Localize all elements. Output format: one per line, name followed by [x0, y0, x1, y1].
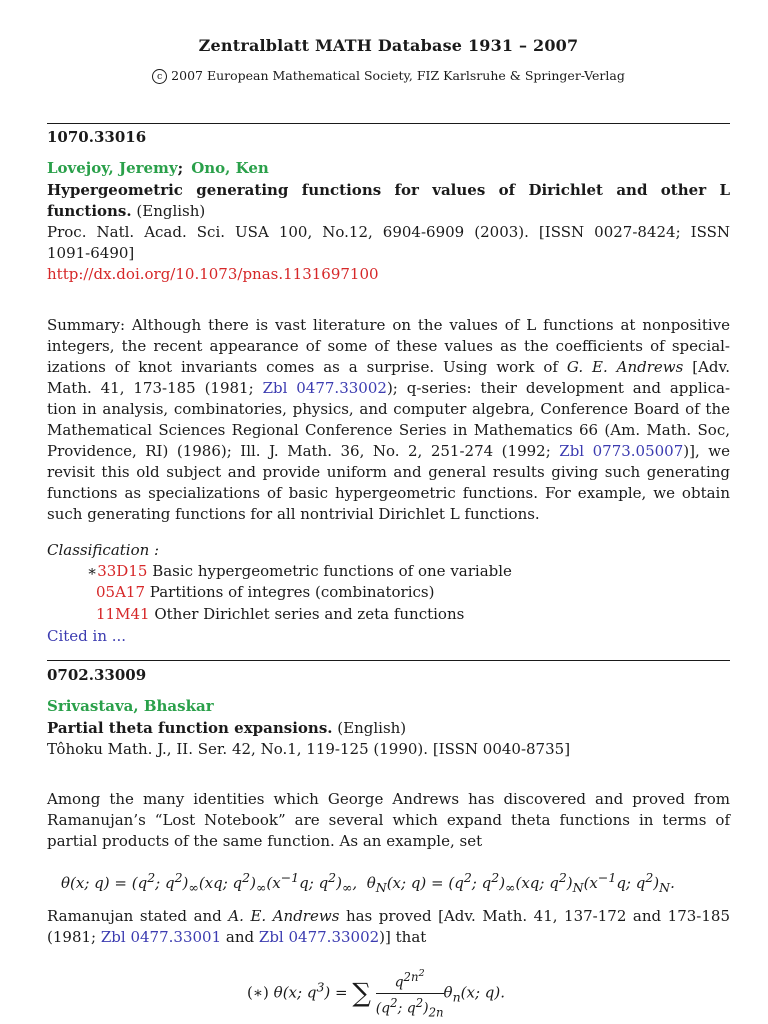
summary-text: Providence, RI) (1986); Ill. J. Math. 36, No. 2, 251-274 (1992;	[47, 442, 551, 460]
zbl-link[interactable]: Zbl 0773.05007	[559, 442, 684, 460]
summary-text: izations of knot invariants comes as a surprise. Using work of	[47, 358, 558, 376]
summary-line: Summary: Although there is vast literature on the values of L functions at nonpositive	[47, 316, 730, 334]
entry-language: (English)	[136, 202, 206, 220]
identity-formula: (∗) θ(x; $q^3$) = ∑ $\frac{q^{2n^2}}{(q^2; q^2)_{2n}}$ $\theta_n(x$; q).	[247, 968, 505, 1019]
entry-title-block	[47, 718, 730, 760]
entry-source: 1091-6490]	[47, 244, 135, 262]
summary-text: )], we	[683, 442, 730, 460]
classification-row	[96, 605, 464, 623]
summary-line: integers, the recent appearance of some of these values as the coefficients of special-	[47, 337, 730, 355]
summary-text: [Adv.	[692, 358, 730, 376]
zbl-link[interactable]: Zbl 0477.33001	[100, 928, 222, 946]
body-line	[47, 906, 730, 927]
author-separator: ;	[177, 159, 184, 177]
entry-title-line: Hypergeometric generating functions for values of Dirichlet and other L	[47, 181, 730, 199]
body-text: has proved [Adv. Math. 41, 137-172 and 173-185	[345, 907, 730, 925]
author-link[interactable]: Srivastava, Bhaskar	[47, 697, 214, 715]
doi-link[interactable]: http://dx.doi.org/10.1073/pnas.1131697100	[47, 265, 379, 283]
body-line	[47, 927, 730, 948]
msc-code-link[interactable]: 11M41	[96, 605, 150, 623]
author-link[interactable]: Ono, Ken	[191, 159, 269, 177]
summary-text: ); q-series: their development and applica-	[386, 379, 731, 397]
classification-label: Classification :	[47, 541, 160, 559]
entry-title-block	[47, 180, 730, 285]
zbl-link[interactable]: Zbl 0477.33002	[262, 379, 387, 397]
msc-code-link[interactable]: 05A17	[96, 583, 146, 601]
body-text: and	[225, 928, 255, 946]
cited-in-link[interactable]: Cited in ...	[47, 627, 127, 645]
entry-summary	[47, 315, 730, 525]
entry-number: 0702.33009	[47, 666, 147, 684]
entry-source: Proc. Natl. Acad. Sci. USA 100, No.12, 6904-6909 (2003). [ISSN 0027-8424; ISSN	[47, 223, 730, 241]
classification-row	[96, 583, 434, 601]
entry-source: Tôhoku Math. J., II. Ser. 42, No.1, 119-125 (1990). [ISSN 0040-8735]	[47, 740, 571, 758]
entry-title: Partial theta function expansions.	[47, 719, 333, 737]
cited-author: G. E. Andrews	[566, 358, 684, 376]
summary-line	[47, 378, 730, 399]
entry-body	[47, 789, 730, 852]
primary-marker: ∗	[87, 562, 98, 580]
entry-title-line: functions.	[47, 202, 132, 220]
msc-description: Partitions of integres (combinatorics)	[149, 583, 435, 601]
body-text: )] that	[379, 928, 427, 946]
summary-text: Math. 41, 173-185 (1981;	[47, 379, 254, 397]
cited-author: A. E. Andrews	[228, 907, 340, 925]
entry-authors	[47, 697, 730, 715]
author-link[interactable]: Lovejoy, Jeremy	[47, 159, 178, 177]
body-line: partial products of the same function. As an example, set	[47, 832, 483, 850]
zbl-link[interactable]: Zbl 0477.33002	[258, 928, 380, 946]
entry-number: 1070.33016	[47, 128, 147, 146]
summary-line	[47, 357, 730, 378]
entry-language: (English)	[337, 719, 407, 737]
summary-line: such generating functions for all nontrivial Dirichlet L functions.	[47, 505, 540, 523]
copyright-line	[47, 68, 730, 84]
body-text: Ramanujan stated and	[47, 907, 222, 925]
summary-line: functions as specializations of basic hypergeometric functions. For example, we obtain	[47, 484, 730, 502]
entry-body	[47, 906, 730, 948]
body-line: Ramanujan’s “Lost Notebook” are several which expand theta functions in terms of	[47, 811, 730, 829]
database-title: Zentralblatt MATH Database 1931 – 2007	[198, 36, 579, 55]
body-text: (1981;	[47, 928, 97, 946]
entry-authors	[47, 159, 730, 177]
copyright-icon: c	[152, 69, 167, 84]
summary-line: revisit this old subject and provide uniform and general results giving such generating	[47, 463, 730, 481]
theta-definition-formula: θ(x; $q) = (q^2$; $q^2)_\infty(xq$; $q^2)_\infty(x^{-1}q$; $q^2)_\infty$, $\theta_N(x$; $q) = (q^2$; $q^2)_\infty(xq$; $q^2)_N(x^{-1}q$; $q^2)_N$.	[61, 870, 675, 895]
summary-line: tion in analysis, combinatories, physics, and computer algebra, Conference Board of the	[47, 400, 730, 418]
divider	[47, 660, 730, 661]
divider	[47, 123, 730, 124]
msc-description: Other Dirichlet series and zeta functions	[154, 605, 465, 623]
summary-line	[47, 441, 730, 462]
copyright-text: 2007 European Mathematical Society, FIZ Karlsruhe & Springer-Verlag	[171, 68, 625, 83]
msc-description: Basic hypergeometric functions of one variable	[152, 562, 512, 580]
classification-row	[87, 562, 512, 580]
msc-code-link[interactable]: 33D15	[97, 562, 148, 580]
summary-line: Mathematical Sciences Regional Conference Series in Mathematics 66 (Am. Math. Soc,	[47, 421, 730, 439]
body-line: Among the many identities which George Andrews has discovered and proved from	[47, 790, 730, 808]
